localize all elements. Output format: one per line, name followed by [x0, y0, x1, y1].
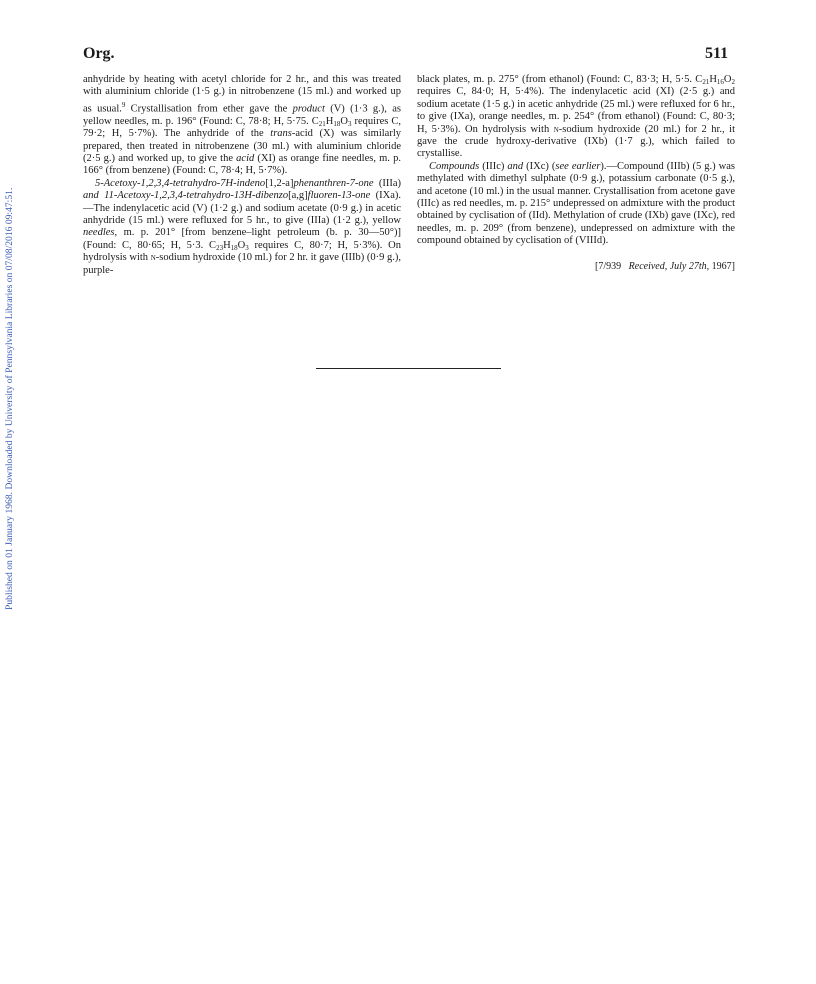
- download-watermark: Published on 01 January 1968. Downloaded by University of Pennsylvania Libraries on 07/08/2016 09:47:51.: [4, 187, 15, 610]
- right-column: [417, 74, 735, 273]
- paragraph-plates-continuation: black plates, m. p. 275° (from ethanol) (Found: C, 83·3; H, 5·5. $C_{21}H_{16}O_2$ requires C, 84·0; H, 5·4%). The indenylacetic acid (XI) (2·5 g.) and sodium acetate (1·5 g.) in acetic anhydride (25 ml.) were refluxed for 6 hr., to give (IXa), orange needles, m. p. 254° (from ethanol) (Found: C, 80·3; H, 5·3%). On hydrolysis with n-sodium hydroxide (20 ml.) for 2 hr., it gave the crude hydroxy-derivative (IXb) (1·7 g.), which failed to crystallise.: [417, 74, 735, 160]
- received-date: [7/939 Received, July 27th, 1967]: [595, 260, 735, 272]
- left-column: [83, 74, 401, 277]
- paragraph-product-v: anhydride by heating with acetyl chloride for 2 hr., and this was treated with aluminium chloride (1·5 g.) in nitrobenzene (15 ml.) and worked up as usual.$^9$ Crystallisation from ether gave the product (V) (1·3 g.), as yellow needles, m. p. 196° (Found: C, 78·8; H, 5·75. $C_{21}H_{18}O_3$ requires C, 79·2; H, 5·7%). The anhydride of the trans-acid (X) was similarly prepared, then treated in nitrobenzene (30 ml.) with aluminium chloride (2·5 g.) and worked up, to give the acid (XI) as orange fine needles, m. p. 166° (from benzene) (Found: C, 78·4; H, 5·7%).: [83, 74, 402, 177]
- footnote-ref: 9: [121, 100, 126, 109]
- end-of-article-rule: [316, 368, 501, 369]
- journal-section-heading: Org.: [83, 45, 115, 62]
- page-number: 511: [705, 45, 729, 62]
- paragraph-compound-iiia: 5-Acetoxy-1,2,3,4-tetrahydro-7H-indeno[1,2-a]phenanthren-7-one (IIIa) and 11-Acetoxy-1,2,3,4-tetrahydro-13H-dibenzo[a,g]fluoren-13-one (IXa).—The indenylacetic acid (V) (1·2 g.) and sodium acetate (0·9 g.) in acetic anhydride (15 ml.) were refluxed for 5 hr., to give (IIIa) (1·2 g.), yellow needles, m. p. 201° [from benzene–light petroleum (b. p. 30—50°)] (Found: C, 80·65; H, 5·3. $C_{23}H_{18}O_3$ requires C, 80·7; H, 5·3%). On hydrolysis with n-sodium hydroxide (10 ml.) for 2 hr. it gave (IIIb) (0·9 g.), purple-: [83, 177, 402, 276]
- paragraph-compounds-iiic-ixc: Compounds (IIIc) and (IXc) (see earlier).—Compound (IIIb) (5 g.) was methylated with dimethyl sulphate (0·9 g.), potassium carbonate (0·5 g.), and acetone (10 ml.) in the usual manner. Crystallisation from acetone gave (IIIc) as red needles, m. p. 215° undepressed on admixture with the product obtained by cyclisation of (IId). Methylation of crude (IXb) gave (IXc), red needles, m. p. 209° (from benzene), undepressed on admixture with the compound obtained by cyclisation of (VIIId).: [417, 160, 735, 247]
